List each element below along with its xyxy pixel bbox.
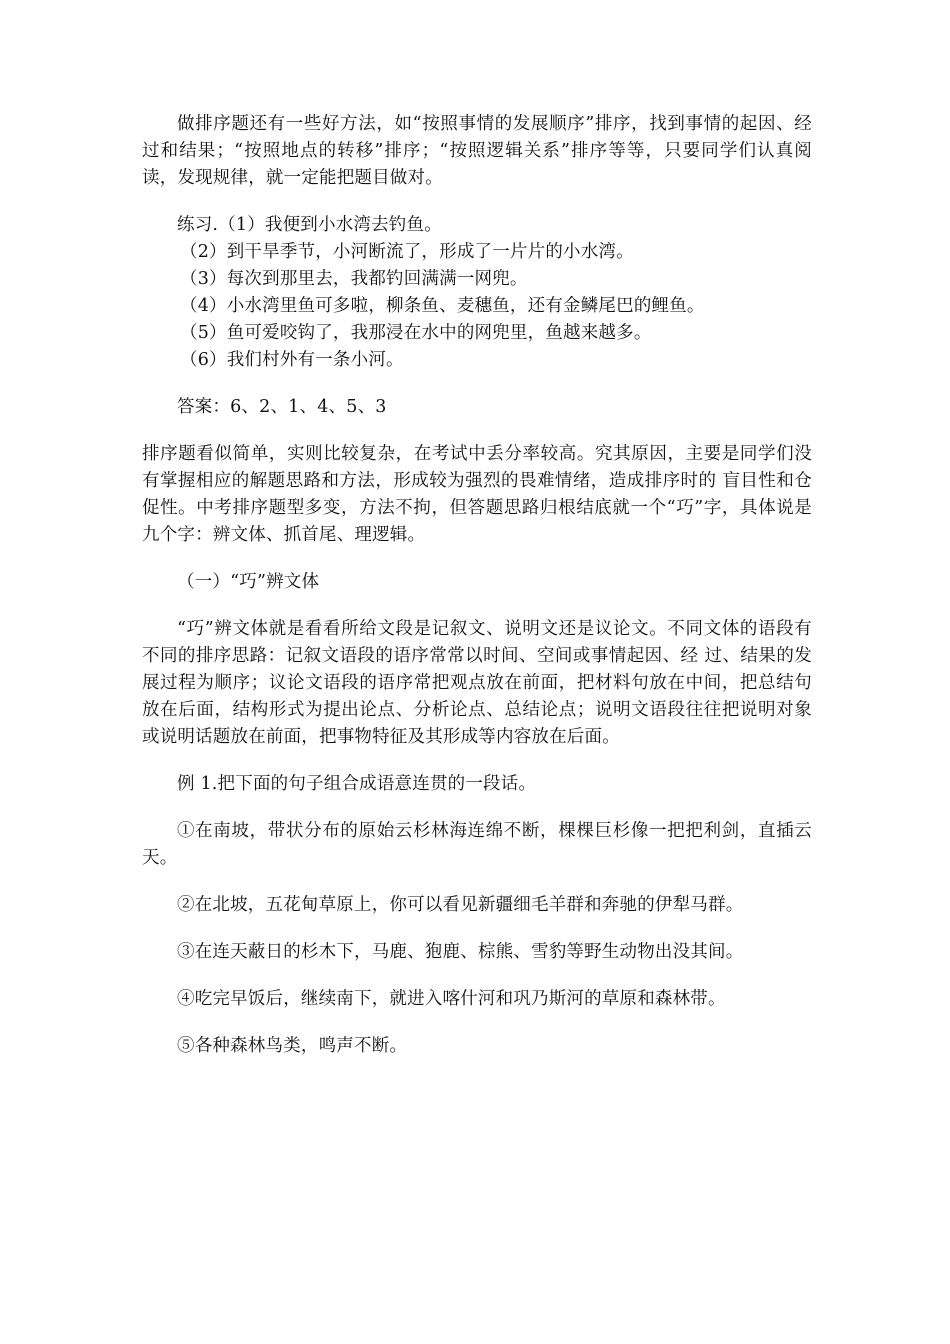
- example-item-4: ④吃完早饭后，继续南下，就进入喀什河和巩乃斯河的草原和森林带。: [177, 989, 726, 1009]
- intro-paragraph: 做排序题还有一些好方法，如“按照事情的发展顺序”排序，找到事情的起因、经过和结果；“按照地点的转移”排序；“按照逻辑关系”排序等等，只要同学们认真阅读，发现规律，就一定能把题目做对。: [142, 114, 812, 188]
- example-item-2: ②在北坡，五花甸草原上，你可以看见新疆细毛羊群和奔驰的伊犁马群。: [177, 895, 744, 915]
- practice-item-4: （4）小水湾里鱼可多啦，柳条鱼、麦穗鱼，还有金鳞尾巴的鲤鱼。: [180, 296, 705, 316]
- example-item-5: ⑤各种森林鸟类，鸣声不断。: [177, 1036, 408, 1056]
- practice-item-6: （6）我们村外有一条小河。: [180, 350, 404, 370]
- practice-item-5: （5）鱼可爱咬钩了，我那浸在水中的网兜里，鱼越来越多。: [180, 323, 652, 343]
- practice-item-2: （2）到干旱季节，小河断流了，形成了一片片的小水湾。: [180, 242, 634, 262]
- analysis-paragraph: 排序题看似简单，实则比较复杂，在考试中丢分率较高。究其原因，主要是同学们没有掌握相应的解题思路和方法，形成较为强烈的畏难情绪，造成排序时的 盲目性和仓促性。中考排序题型多变，方法不拘，但答题思路归根结底就一个“巧”字，具体说是九个字：辨文体、抓首尾、理逻辑。: [142, 444, 812, 545]
- practice-title: 练习.（1）我便到小水湾去钓鱼。: [177, 215, 442, 235]
- answer-line: 答案：6、2、1、4、5、3: [177, 397, 387, 417]
- section-title: （一）“巧”辨文体: [177, 572, 320, 592]
- example-title: 例 1.把下面的句子组合成语意连贯的一段话。: [177, 774, 537, 794]
- example-item-1: ①在南坡，带状分布的原始云杉林海连绵不断，棵棵巨杉像一把把利剑，直插云天。: [142, 821, 812, 868]
- practice-item-3: （3）每次到那里去，我都钓回满满一网兜。: [180, 269, 528, 289]
- example-item-3: ③在连天蔽日的杉木下，马鹿、狍鹿、棕熊、雪豹等野生动物出没其间。: [177, 942, 744, 962]
- section-body-paragraph: “巧”辨文体就是看看所给文段是记叙文、说明文还是议论文。不同文体的语段有不同的排序思路：记叙文语段的语序常常以时间、空间或事情起因、经 过、结果的发展过程为顺序；议论文语段的语序常把观点放在前面，把材料句放在中间，把总结句放在后面，结构形式为提出论点、分析论点、总结论点；说明文语段往往把说明对象或说明话题放在前面，把事物特征及其形成等内容放在后面。: [142, 619, 812, 747]
- document-body: [142, 111, 812, 1060]
